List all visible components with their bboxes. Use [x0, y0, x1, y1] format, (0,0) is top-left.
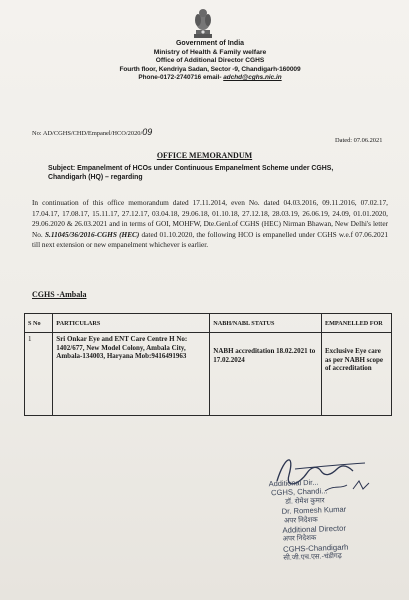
body-part-1: In continuation of this office memorandum dated 17.11.2014, even No. dated 04.03.2016, 09.11.2016, 07.02.17, 17.04.17, 17.08.17, 15.11.17, 27.12.17, 03.04.18, 29.06.18, 01.10.18, 27.12.18, 28.03.19, 26.06.19, 24.09, 01.01.2020, 29.06.2020 & 26.03.2021 and in terms of GOI, MOHFW, Dte.Genl.of CGHS (HEC) Nirman Bhawan, New Delhi's letter No.	[32, 198, 388, 239]
memo-body	[32, 198, 388, 251]
memo-subject: Subject: Empanelment of HCOs under Continuous Empanelment Scheme under CGHS, Chandigarh (HQ) – regarding	[48, 165, 334, 181]
letterhead	[110, 40, 310, 83]
letterhead-address: Fourth floor, Kendriya Sadan, Sector -9, Chandigarh-160009	[119, 65, 301, 73]
header-nabh: NABH/NABL STATUS	[210, 314, 322, 333]
cell-nabh: NABH accreditation 18.02.2021 to 17.02.2024	[210, 333, 322, 416]
stamp-line-1: Additional Dir...	[268, 477, 319, 489]
cell-particulars: Sri Onkar Eye and ENT Care Centre H No: 1402/677, New Model Colony, Ambala City, Ambala-134003, Haryana Mob:9416491963	[53, 333, 210, 416]
hco-table	[24, 313, 392, 416]
stamp-line-9: सी.जी.एच.एस.-चंडीगढ़	[283, 553, 342, 563]
official-stamp	[269, 475, 402, 564]
letterhead-line-3: Office of Additional Director CGHS	[155, 57, 265, 65]
header-particulars: PARTICULARS	[53, 314, 210, 333]
stamp-line-2: CGHS, Chandi...	[270, 486, 328, 498]
handwritten-number: 09	[142, 127, 153, 137]
stamp-line-6: Additional Director	[282, 523, 347, 535]
reference-number	[32, 127, 152, 137]
stamp-line-5: अपर निदेशक	[283, 516, 318, 525]
table-header-row	[25, 314, 392, 333]
stamp-line-8: CGHS-Chandigarh	[282, 542, 349, 554]
phone-text: Phone-0172-2740716 email-	[138, 74, 224, 82]
stamp-line-3: डॉ. रोमेश कुमार	[285, 497, 325, 506]
letterhead-contact	[110, 74, 310, 83]
body-part-2: dated 01.10.2020, the following HCO is empanelled under CGHS w.e.f 07.06.2021 till next extension or new empanelment whichever is earlier.	[32, 229, 389, 250]
letterhead-line-2: Ministry of Health & Family welfare	[153, 48, 267, 56]
letter-number: S.11045/36/2016-CGHS (HEC)	[44, 229, 140, 239]
memo-title: OFFICE MEMORANDUM	[156, 151, 253, 160]
cell-empanelled: Exclusive Eye care as per NABH scope of accreditation	[321, 333, 391, 416]
stamp-line-7: अपर निदेशक	[282, 535, 317, 544]
stamp-line-4: Dr. Romesh Kumar	[281, 504, 347, 517]
section-heading: CGHS -Ambala	[32, 290, 87, 299]
national-emblem-icon	[190, 6, 216, 40]
header-empanelled: EMPANELLED FOR	[321, 314, 391, 333]
memo-date: Dated: 07.06.2021	[335, 137, 383, 144]
cell-sno: 1	[25, 333, 53, 416]
table-row	[25, 333, 392, 416]
email-link[interactable]: adchd@cghs.nic.in	[223, 74, 282, 82]
reference-prefix: No: AD/CGHS/CHD/Empanel/HCO/2020/	[32, 130, 143, 137]
header-sno: S No	[25, 314, 53, 333]
letterhead-line-1: Government of India	[175, 40, 245, 47]
